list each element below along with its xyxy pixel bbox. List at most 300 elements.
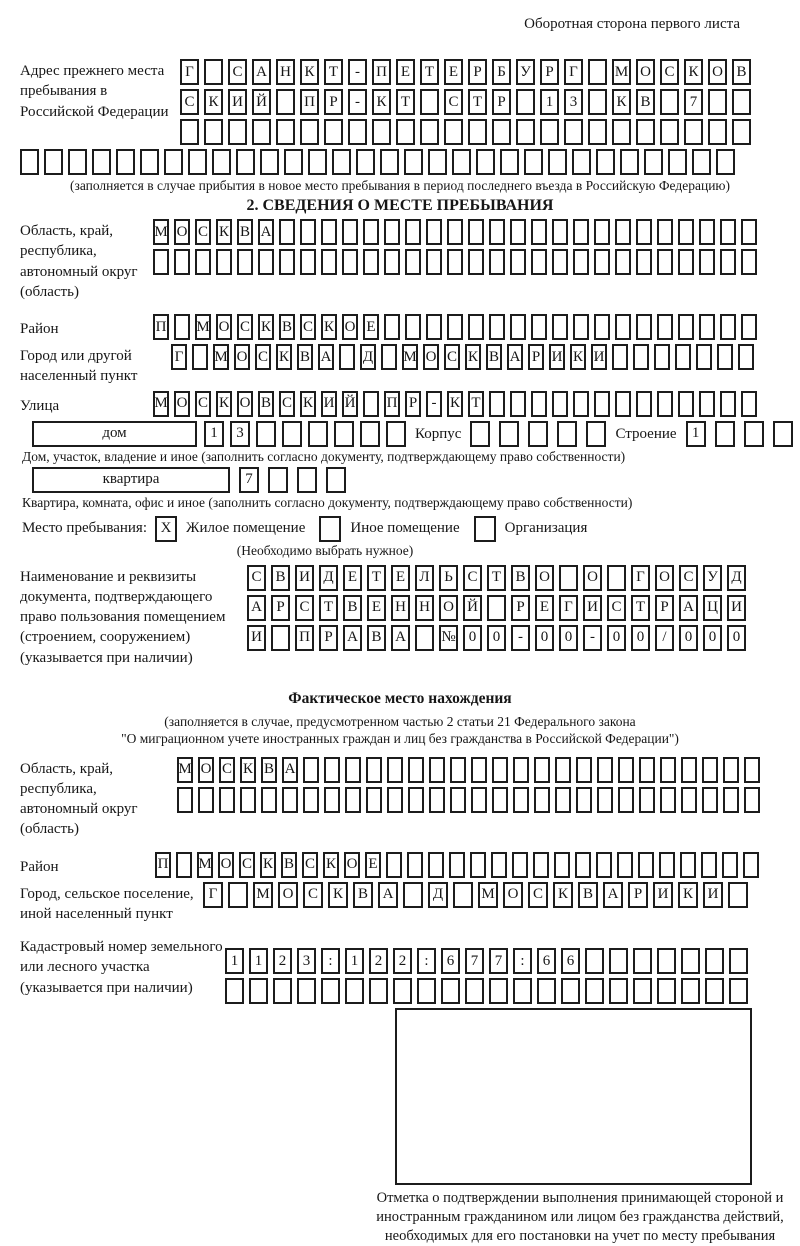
form-cell: Р xyxy=(655,595,674,621)
form-cell xyxy=(728,882,748,908)
form-cell xyxy=(276,89,295,115)
form-cell: В xyxy=(261,757,277,783)
form-cell xyxy=(510,249,526,275)
form-cell xyxy=(348,119,367,145)
form-cell xyxy=(660,787,676,813)
form-cell: С xyxy=(219,757,235,783)
form-cell xyxy=(447,249,463,275)
form-cell: И xyxy=(703,882,723,908)
form-cell: Е xyxy=(391,565,410,591)
form-cell: Е xyxy=(363,314,379,340)
form-cell xyxy=(342,219,358,245)
house-number-grid xyxy=(204,421,406,447)
form-cell xyxy=(681,787,697,813)
form-cell: Т xyxy=(324,59,343,85)
form-cell: Р xyxy=(528,344,544,370)
form-cell: 1 xyxy=(204,421,224,447)
form-cell: Г xyxy=(203,882,223,908)
form-cell xyxy=(738,344,754,370)
form-cell xyxy=(476,149,495,175)
previous-address-row-2 xyxy=(180,89,751,115)
form-cell: Д xyxy=(428,882,448,908)
form-cell xyxy=(573,314,589,340)
form-cell: Г xyxy=(180,59,199,85)
form-cell: И xyxy=(321,391,337,417)
form-cell xyxy=(363,391,379,417)
form-cell: Л xyxy=(415,565,434,591)
form-cell: М xyxy=(402,344,418,370)
form-cell xyxy=(654,344,670,370)
form-cell xyxy=(465,978,484,1004)
form-cell xyxy=(324,119,343,145)
form-cell: Т xyxy=(468,89,487,115)
form-cell xyxy=(449,852,465,878)
form-cell: В xyxy=(732,59,751,85)
form-cell: - xyxy=(583,625,602,651)
form-cell: Р xyxy=(628,882,648,908)
form-cell xyxy=(324,787,340,813)
form-cell xyxy=(744,787,760,813)
form-cell xyxy=(271,625,290,651)
form-cell xyxy=(573,219,589,245)
form-cell xyxy=(258,249,274,275)
form-cell xyxy=(284,149,303,175)
actual-city-label: Город, сельское поселение, иной населенный пункт xyxy=(20,885,194,922)
form-cell xyxy=(408,757,424,783)
form-cell xyxy=(308,421,328,447)
form-cell: Н xyxy=(276,59,295,85)
form-cell: 3 xyxy=(297,948,316,974)
form-cell xyxy=(636,391,652,417)
registration-stamp-box xyxy=(395,1008,752,1185)
checkbox-organization xyxy=(474,516,496,542)
form-cell xyxy=(705,948,724,974)
form-cell: Р xyxy=(324,89,343,115)
form-cell: Т xyxy=(487,565,506,591)
form-cell xyxy=(321,219,337,245)
form-cell: С xyxy=(463,565,482,591)
form-cell xyxy=(552,219,568,245)
cadastral-row-1 xyxy=(225,948,748,974)
actual-city-grid xyxy=(203,882,748,908)
form-cell: 3 xyxy=(230,421,250,447)
form-cell: Р xyxy=(271,595,290,621)
form-cell xyxy=(174,249,190,275)
form-cell xyxy=(741,314,757,340)
form-cell xyxy=(699,314,715,340)
form-cell: Т xyxy=(468,391,484,417)
cadastral-row-2 xyxy=(225,978,748,1004)
form-cell xyxy=(660,119,679,145)
form-cell: Й xyxy=(463,595,482,621)
form-cell: К xyxy=(465,344,481,370)
form-cell xyxy=(471,787,487,813)
form-cell: В xyxy=(279,314,295,340)
form-cell: Г xyxy=(171,344,187,370)
form-cell xyxy=(585,948,604,974)
form-cell xyxy=(615,249,631,275)
form-cell xyxy=(408,787,424,813)
form-cell xyxy=(236,149,255,175)
form-cell: О xyxy=(636,59,655,85)
form-cell: Е xyxy=(365,852,381,878)
form-cell xyxy=(407,852,423,878)
form-cell xyxy=(524,149,543,175)
form-cell xyxy=(429,757,445,783)
form-cell xyxy=(393,978,412,1004)
form-cell xyxy=(428,149,447,175)
form-cell xyxy=(384,219,400,245)
form-cell: 1 xyxy=(686,421,706,447)
form-cell xyxy=(594,391,610,417)
form-cell: А xyxy=(282,757,298,783)
form-cell: С xyxy=(195,219,211,245)
form-cell xyxy=(615,219,631,245)
form-cell: И xyxy=(591,344,607,370)
form-cell: О xyxy=(344,852,360,878)
form-cell: М xyxy=(612,59,631,85)
form-cell: К xyxy=(300,59,319,85)
street-label: Улица xyxy=(20,397,60,414)
form-cell xyxy=(572,149,591,175)
form-cell xyxy=(225,978,244,1004)
form-cell xyxy=(345,757,361,783)
form-cell xyxy=(468,314,484,340)
form-cell xyxy=(636,249,652,275)
form-cell: В xyxy=(281,852,297,878)
form-cell xyxy=(452,149,471,175)
form-cell xyxy=(405,249,421,275)
form-cell: В xyxy=(367,625,386,651)
form-cell xyxy=(678,219,694,245)
form-cell: К xyxy=(447,391,463,417)
previous-address-label: Адрес прежнего места пребывания в Российской Федерации xyxy=(20,63,169,120)
form-cell xyxy=(588,89,607,115)
section-2-title: 2. СВЕДЕНИЯ О МЕСТЕ ПРЕБЫВАНИЯ xyxy=(246,197,554,214)
form-cell xyxy=(450,757,466,783)
apartment-box-label: квартира xyxy=(32,467,230,493)
form-cell xyxy=(20,149,39,175)
form-cell: - xyxy=(511,625,530,651)
form-cell: П xyxy=(155,852,171,878)
form-cell: Е xyxy=(396,59,415,85)
form-cell: Т xyxy=(631,595,650,621)
form-cell: С xyxy=(180,89,199,115)
form-cell xyxy=(356,149,375,175)
form-cell xyxy=(164,149,183,175)
form-cell xyxy=(428,852,444,878)
form-cell xyxy=(468,219,484,245)
form-cell: 1 xyxy=(345,948,364,974)
form-cell xyxy=(699,249,715,275)
form-cell xyxy=(219,787,235,813)
form-cell xyxy=(177,787,193,813)
form-cell xyxy=(204,119,223,145)
form-cell xyxy=(512,852,528,878)
form-cell xyxy=(324,757,340,783)
form-cell xyxy=(585,978,604,1004)
form-cell xyxy=(405,219,421,245)
form-cell xyxy=(279,249,295,275)
form-cell: 1 xyxy=(225,948,244,974)
form-cell: Т xyxy=(319,595,338,621)
form-cell xyxy=(699,219,715,245)
form-cell: С xyxy=(239,852,255,878)
form-cell xyxy=(334,421,354,447)
form-cell xyxy=(575,852,591,878)
form-cell xyxy=(732,89,751,115)
form-cell: Т xyxy=(420,59,439,85)
previous-address-row-3 xyxy=(180,119,751,145)
form-cell xyxy=(715,421,735,447)
form-cell: 0 xyxy=(559,625,578,651)
form-cell xyxy=(744,421,764,447)
form-cell: К xyxy=(216,391,232,417)
form-cell: 0 xyxy=(679,625,698,651)
form-cell xyxy=(531,391,547,417)
form-cell xyxy=(597,787,613,813)
form-cell xyxy=(321,249,337,275)
form-cell: 6 xyxy=(561,948,580,974)
form-cell: А xyxy=(603,882,623,908)
street-field xyxy=(20,391,780,417)
form-cell: В xyxy=(343,595,362,621)
form-cell: М xyxy=(197,852,213,878)
form-cell xyxy=(617,852,633,878)
form-cell xyxy=(487,595,506,621)
form-cell xyxy=(701,852,717,878)
form-cell: : xyxy=(321,948,340,974)
form-cell: С xyxy=(195,391,211,417)
form-cell xyxy=(360,421,380,447)
form-cell xyxy=(576,787,592,813)
form-cell: Н xyxy=(415,595,434,621)
form-cell: К xyxy=(553,882,573,908)
form-cell xyxy=(594,314,610,340)
form-cell xyxy=(684,119,703,145)
stroenie-grid xyxy=(686,421,793,447)
form-cell xyxy=(586,421,606,447)
form-cell xyxy=(180,119,199,145)
form-cell: Д xyxy=(319,565,338,591)
form-cell: 7 xyxy=(239,467,259,493)
form-cell: С xyxy=(295,595,314,621)
form-cell: И xyxy=(228,89,247,115)
form-cell: К xyxy=(276,344,292,370)
apartment-field xyxy=(32,467,780,493)
form-cell xyxy=(489,314,505,340)
form-cell xyxy=(743,852,759,878)
region-row-1 xyxy=(153,219,757,245)
form-cell xyxy=(659,852,675,878)
form-cell xyxy=(261,787,277,813)
actual-region-row-1 xyxy=(177,757,760,783)
form-cell: 1 xyxy=(540,89,559,115)
form-cell: П xyxy=(372,59,391,85)
form-cell xyxy=(276,119,295,145)
cadastral-field xyxy=(20,935,780,1004)
form-cell: О xyxy=(423,344,439,370)
form-cell: К xyxy=(570,344,586,370)
region-grid xyxy=(153,219,757,275)
form-cell xyxy=(450,787,466,813)
form-cell xyxy=(404,149,423,175)
form-cell xyxy=(531,314,547,340)
form-cell xyxy=(92,149,111,175)
form-cell: А xyxy=(247,595,266,621)
form-cell xyxy=(426,249,442,275)
form-cell: О xyxy=(503,882,523,908)
form-cell: А xyxy=(343,625,362,651)
form-cell xyxy=(552,314,568,340)
form-cell: О xyxy=(237,391,253,417)
form-cell xyxy=(387,787,403,813)
form-cell: К xyxy=(204,89,223,115)
form-cell xyxy=(708,89,727,115)
form-cell: Т xyxy=(396,89,415,115)
form-cell xyxy=(633,948,652,974)
form-cell: К xyxy=(300,391,316,417)
form-cell xyxy=(510,219,526,245)
form-cell xyxy=(300,249,316,275)
form-cell: 6 xyxy=(441,948,460,974)
form-cell xyxy=(470,852,486,878)
form-cell: С xyxy=(255,344,271,370)
form-cell: О xyxy=(198,757,214,783)
form-cell xyxy=(384,314,400,340)
form-cell: В xyxy=(271,565,290,591)
form-cell: С xyxy=(444,89,463,115)
form-cell xyxy=(609,948,628,974)
form-cell xyxy=(500,149,519,175)
form-cell xyxy=(678,249,694,275)
form-cell: Н xyxy=(391,595,410,621)
form-cell xyxy=(644,149,663,175)
form-cell: П xyxy=(295,625,314,651)
form-cell: В xyxy=(297,344,313,370)
form-cell xyxy=(489,978,508,1004)
form-cell: И xyxy=(653,882,673,908)
form-cell: О xyxy=(535,565,554,591)
form-cell: 2 xyxy=(393,948,412,974)
form-cell xyxy=(366,787,382,813)
previous-address-block xyxy=(20,59,780,194)
region-field xyxy=(20,219,780,302)
form-cell xyxy=(741,219,757,245)
form-cell: О xyxy=(708,59,727,85)
korpus-grid xyxy=(470,421,606,447)
form-cell xyxy=(386,852,402,878)
form-cell xyxy=(489,391,505,417)
form-cell: 6 xyxy=(537,948,556,974)
form-cell xyxy=(216,249,232,275)
form-cell xyxy=(282,787,298,813)
ownership-document-field xyxy=(20,565,780,668)
form-cell xyxy=(594,219,610,245)
form-cell: В xyxy=(578,882,598,908)
form-cell: С xyxy=(279,391,295,417)
form-cell xyxy=(720,314,736,340)
form-cell: И xyxy=(549,344,565,370)
checkbox-residential: X xyxy=(155,516,177,542)
form-cell xyxy=(470,421,490,447)
registration-stamp-caption: Отметка о подтверждении выполнения принимающей стороной и иностранным гражданином или лицом без гражданства действий, необходимых для его постановки на учет по месту пребывания xyxy=(376,1190,784,1245)
form-cell: 7 xyxy=(489,948,508,974)
form-cell: С xyxy=(444,344,460,370)
form-cell xyxy=(692,149,711,175)
form-cell: О xyxy=(583,565,602,591)
form-cell: К xyxy=(240,757,256,783)
form-cell: О xyxy=(174,219,190,245)
form-cell xyxy=(588,119,607,145)
form-cell xyxy=(555,787,571,813)
form-cell xyxy=(618,787,634,813)
form-cell xyxy=(657,948,676,974)
form-cell xyxy=(533,852,549,878)
document-row-2 xyxy=(247,595,746,621)
form-cell: Д xyxy=(360,344,376,370)
form-cell xyxy=(188,149,207,175)
form-cell: М xyxy=(177,757,193,783)
form-cell xyxy=(657,978,676,1004)
form-cell xyxy=(297,467,317,493)
form-cell: Г xyxy=(631,565,650,591)
document-row-3 xyxy=(247,625,746,651)
form-cell xyxy=(729,978,748,1004)
form-cell: О xyxy=(655,565,674,591)
form-cell xyxy=(417,978,436,1004)
form-cell: О xyxy=(216,314,232,340)
form-cell: - xyxy=(348,89,367,115)
ownership-document-label: Наименование и реквизиты документа, подтверждающего право пользования помещением (строением, сооружением) (указывается при наличии) xyxy=(20,568,226,666)
form-cell xyxy=(228,882,248,908)
form-cell xyxy=(638,852,654,878)
form-cell: А xyxy=(679,595,698,621)
form-cell xyxy=(513,757,529,783)
form-cell: Е xyxy=(535,595,554,621)
form-cell: М xyxy=(153,219,169,245)
form-cell xyxy=(492,757,508,783)
form-cell: 0 xyxy=(487,625,506,651)
stay-type-label: Место пребывания: xyxy=(22,520,147,536)
document-row-1 xyxy=(247,565,746,591)
form-cell: П xyxy=(153,314,169,340)
form-cell: Ц xyxy=(703,595,722,621)
form-cell: 1 xyxy=(249,948,268,974)
form-cell xyxy=(699,391,715,417)
form-cell xyxy=(607,565,626,591)
form-cell xyxy=(384,249,400,275)
form-cell xyxy=(380,149,399,175)
form-cell xyxy=(680,852,696,878)
actual-location-title: Фактическое место нахождения xyxy=(288,689,512,707)
form-cell xyxy=(489,249,505,275)
form-cell xyxy=(552,249,568,275)
form-cell: К xyxy=(684,59,703,85)
actual-location-subtitle-1: (заполняется в случае, предусмотренном частью 2 статьи 21 Федерального закона xyxy=(164,713,636,729)
region-label: Область, край, республика, автономный округ (область) xyxy=(20,223,138,300)
form-cell xyxy=(636,219,652,245)
form-cell: У xyxy=(516,59,535,85)
form-cell xyxy=(396,119,415,145)
form-cell xyxy=(489,219,505,245)
form-cell xyxy=(620,149,639,175)
form-cell xyxy=(300,119,319,145)
form-cell xyxy=(444,119,463,145)
form-cell xyxy=(723,787,739,813)
form-cell: С xyxy=(660,59,679,85)
form-cell xyxy=(303,757,319,783)
